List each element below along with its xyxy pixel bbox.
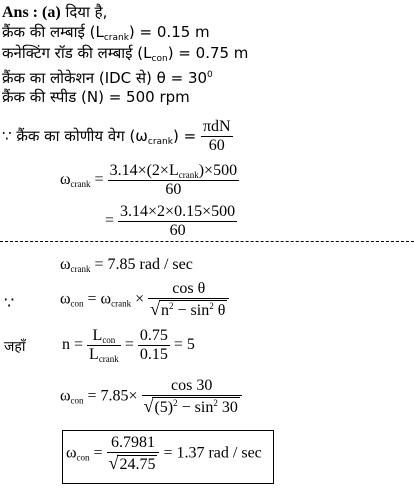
equals: = — [94, 171, 104, 189]
crank-sub: crank — [70, 179, 91, 190]
sqrt-icon: √ — [108, 453, 119, 473]
equals: = 7.85× — [83, 387, 138, 405]
angular-velocity-formula — [2, 118, 233, 155]
crank-sub: crank — [147, 137, 173, 147]
crank-sub: crank — [103, 33, 129, 43]
substituted-formula — [105, 203, 237, 240]
crank-location-line — [2, 66, 213, 87]
cos-theta-fraction — [148, 280, 229, 320]
con-sub: con — [76, 452, 90, 463]
fraction-denominator: $√(5)^2 - \sin^2 30$ — [142, 395, 242, 417]
omega-symbol: ω — [66, 444, 77, 462]
rod-length-line — [2, 44, 248, 68]
fraction-denominator: 60 — [108, 180, 240, 199]
crank-length-label: क्रैंक की लम्बाई (L — [2, 23, 104, 41]
n-equals: n = — [62, 336, 84, 354]
crank-length-value: ) = 0.15 m — [128, 23, 210, 41]
fraction-numerator: 6.7981 — [111, 434, 155, 451]
fraction-denominator: $L_{crank}$ — [89, 346, 119, 364]
value-ratio-fraction — [138, 327, 170, 364]
angular-velocity-label: क्रैंक का कोणीय वेग (ω — [11, 127, 148, 145]
omega-crank-value: = 7.85 rad / sec — [90, 256, 193, 273]
equals: ) = — [172, 127, 197, 145]
final-fraction — [107, 434, 160, 474]
because-symbol: ∵ — [2, 127, 12, 145]
crank-sub: crank — [70, 264, 91, 274]
equals: = — [89, 444, 103, 462]
fraction-numerator: cos 30 — [171, 377, 213, 394]
omega-symbol: ω — [60, 387, 71, 405]
equals: = — [124, 336, 134, 354]
rod-sub: con — [151, 54, 168, 64]
crank-speed-line — [2, 88, 190, 106]
dashed-divider — [0, 241, 414, 242]
omega-symbol: ω — [60, 171, 71, 189]
omega-con-substituted — [60, 377, 242, 417]
sqrt-icon: √ — [150, 299, 161, 319]
rod-length-label: कनेक्टिंग रॉड की लम्बाई (L — [2, 44, 152, 62]
equals: = ω — [83, 290, 112, 308]
con-sub: con — [70, 298, 84, 309]
omega-crank-fraction — [108, 162, 240, 199]
fraction-denominator: √24.75 — [107, 452, 160, 474]
degree-sup: 0 — [207, 70, 213, 80]
length-ratio-fraction — [87, 327, 121, 364]
fraction-numerator: $L_{con}$ — [92, 327, 116, 345]
crank-sub: crank — [111, 298, 132, 309]
fraction-numerator: πdN — [202, 118, 231, 135]
answer-heading — [2, 3, 107, 22]
con-sub: con — [70, 395, 84, 406]
sqrt-icon: √ — [143, 396, 154, 416]
rod-length-value: ) = 0.75 m — [167, 44, 249, 62]
final-answer-formula — [66, 434, 262, 474]
crank-location-label: क्रैंक का लोकेशन (IDC से) θ = 30 — [2, 69, 208, 87]
answer-label: Ans : (a) — [2, 4, 61, 21]
fraction-numerator: $3.14\times(2\times L_{crank})\times 500$ — [109, 162, 238, 180]
fraction-numerator: 0.75 — [139, 327, 168, 344]
cos30-fraction — [142, 377, 242, 417]
fraction-numerator: cos θ — [172, 280, 206, 297]
fraction-denominator: 60 — [118, 221, 237, 240]
pidn-fraction — [201, 118, 233, 155]
omega-symbol: ω — [60, 290, 71, 308]
omega-crank-formula — [60, 162, 239, 199]
final-answer-value: = 1.37 rad / sec — [163, 444, 262, 462]
because-symbol-2: ∵ — [4, 295, 15, 312]
n-ratio-formula — [62, 327, 195, 364]
fraction-denominator: $√n^2 - \sin^2 \theta$ — [148, 298, 229, 320]
given-text: दिया है, — [60, 3, 108, 21]
omega-con-formula — [60, 280, 229, 320]
crank-speed-label: क्रैंक की स्पीड (N) = 500 rpm — [2, 88, 190, 106]
where-label: जहाँ — [4, 339, 26, 355]
times: × — [131, 290, 145, 308]
equals: = — [105, 212, 115, 230]
fraction-denominator: 60 — [201, 136, 233, 155]
omega-symbol: ω — [60, 256, 71, 273]
omega-crank-result — [60, 256, 193, 274]
n-value: = 5 — [173, 336, 195, 354]
substituted-fraction — [118, 203, 237, 240]
fraction-denominator: 0.15 — [139, 346, 168, 363]
fraction-numerator: 3.14×2×0.15×500 — [120, 203, 236, 220]
